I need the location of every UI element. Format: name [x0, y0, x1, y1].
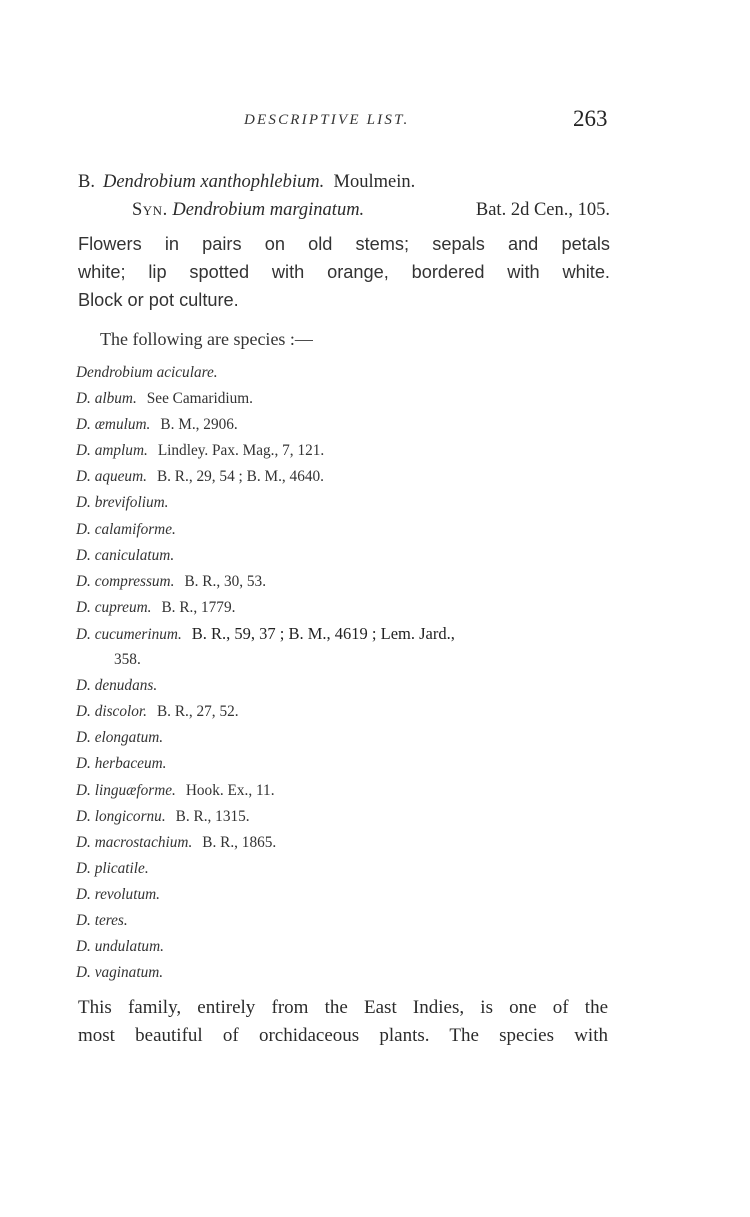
species-item — [76, 804, 616, 830]
species-name: D. aqueum. — [76, 468, 147, 486]
description-line: Flowers in pairs on old stems; sepals and petals — [78, 234, 610, 254]
synonym-name: Dendrobium marginatum. — [172, 200, 365, 220]
species-item — [76, 882, 616, 908]
species-item — [76, 699, 616, 725]
species-name: D. brevifolium. — [76, 494, 169, 512]
species-name: D. plicatile. — [76, 859, 149, 877]
running-head: DESCRIPTIVE LIST. — [244, 112, 410, 128]
species-item — [76, 543, 616, 569]
species-ref: B. R., 1865. — [202, 833, 277, 851]
species-item — [76, 908, 616, 934]
species-name: D. vaginatum. — [76, 964, 164, 982]
species-item — [76, 621, 616, 647]
species-item — [76, 360, 616, 386]
species-ref: B. R., 30, 53. — [184, 572, 267, 590]
species-ref: Lindley. Pax. Mag., 7, 121. — [157, 442, 325, 460]
species-name: D. discolor. — [76, 703, 147, 721]
species-list — [76, 360, 616, 986]
species-item — [76, 438, 616, 464]
species-item — [76, 386, 616, 412]
species-ref: B. R., 1315. — [175, 807, 250, 825]
species-name: D. cucumerinum. — [76, 625, 182, 643]
species-name: D. elongatum. — [76, 729, 164, 747]
synonym-line — [132, 200, 610, 221]
synonym-reference: Bat. 2d Cen., 105. — [475, 200, 610, 220]
species-name: D. caniculatum. — [76, 546, 175, 564]
species-item — [76, 490, 616, 516]
closing-line: This family, entirely from the East Indies, is one of the — [78, 997, 608, 1018]
species-item — [76, 725, 616, 751]
species-item — [76, 464, 616, 490]
species-item — [76, 569, 616, 595]
species-name: D. teres. — [76, 911, 128, 929]
entry-label: B. — [78, 172, 95, 192]
species-ref: See Camaridium. — [146, 390, 253, 408]
species-name: D. amplum. — [76, 442, 148, 460]
species-name: D. album. — [76, 390, 137, 408]
species-name: D. revolutum. — [76, 885, 160, 903]
species-name: D. cupreum. — [76, 598, 152, 616]
entry-species-name: Dendrobium xanthophlebium. — [102, 172, 325, 192]
species-name: D. longicornu. — [76, 807, 166, 825]
species-item — [76, 412, 616, 438]
species-item — [76, 960, 616, 986]
species-name: D. linguæforme. — [76, 781, 176, 799]
species-item — [76, 595, 616, 621]
species-ref: B. M., 2906. — [160, 416, 238, 434]
species-item — [76, 830, 616, 856]
species-ref: B. R., 1779. — [161, 598, 236, 616]
page-number: 263 — [573, 106, 608, 131]
description-line: Block or pot culture. — [78, 290, 239, 310]
species-ref: 358. — [114, 651, 141, 669]
species-name: D. denudans. — [76, 677, 158, 695]
entry-b — [78, 172, 415, 193]
description-line: white; lip spotted with orange, bordered with white. — [78, 262, 610, 282]
species-item — [76, 751, 616, 777]
species-ref: B. R., 29, 54 ; B. M., 4640. — [156, 468, 324, 486]
species-ref: Hook. Ex., 11. — [185, 781, 275, 799]
species-ref: B. R., 27, 52. — [156, 703, 239, 721]
page-header — [0, 106, 750, 136]
species-item — [76, 934, 616, 960]
entry-locality: Moulmein. — [333, 172, 416, 192]
species-name: D. undulatum. — [76, 938, 164, 956]
synonym-prefix: Syn. — [132, 200, 168, 220]
species-item-continuation — [76, 647, 616, 673]
closing-paragraph — [78, 994, 608, 1050]
species-name: D. æmulum. — [76, 416, 151, 434]
closing-line: most beautiful of orchidaceous plants. The species with — [78, 1025, 608, 1046]
species-name: D. compressum. — [76, 572, 175, 590]
species-item — [76, 673, 616, 699]
species-item — [76, 778, 616, 804]
species-item — [76, 856, 616, 882]
species-name: D. macrostachium. — [76, 833, 193, 851]
description-paragraph — [78, 230, 610, 314]
species-name: Dendrobium aciculare. — [76, 364, 218, 381]
species-name: D. calamiforme. — [76, 520, 176, 538]
species-ref: B. R., 59, 37 ; B. M., 4619 ; Lem. Jard., — [191, 623, 455, 643]
species-intro: The following are species :— — [100, 329, 313, 349]
species-name: D. herbaceum. — [76, 755, 167, 773]
species-item — [76, 517, 616, 543]
